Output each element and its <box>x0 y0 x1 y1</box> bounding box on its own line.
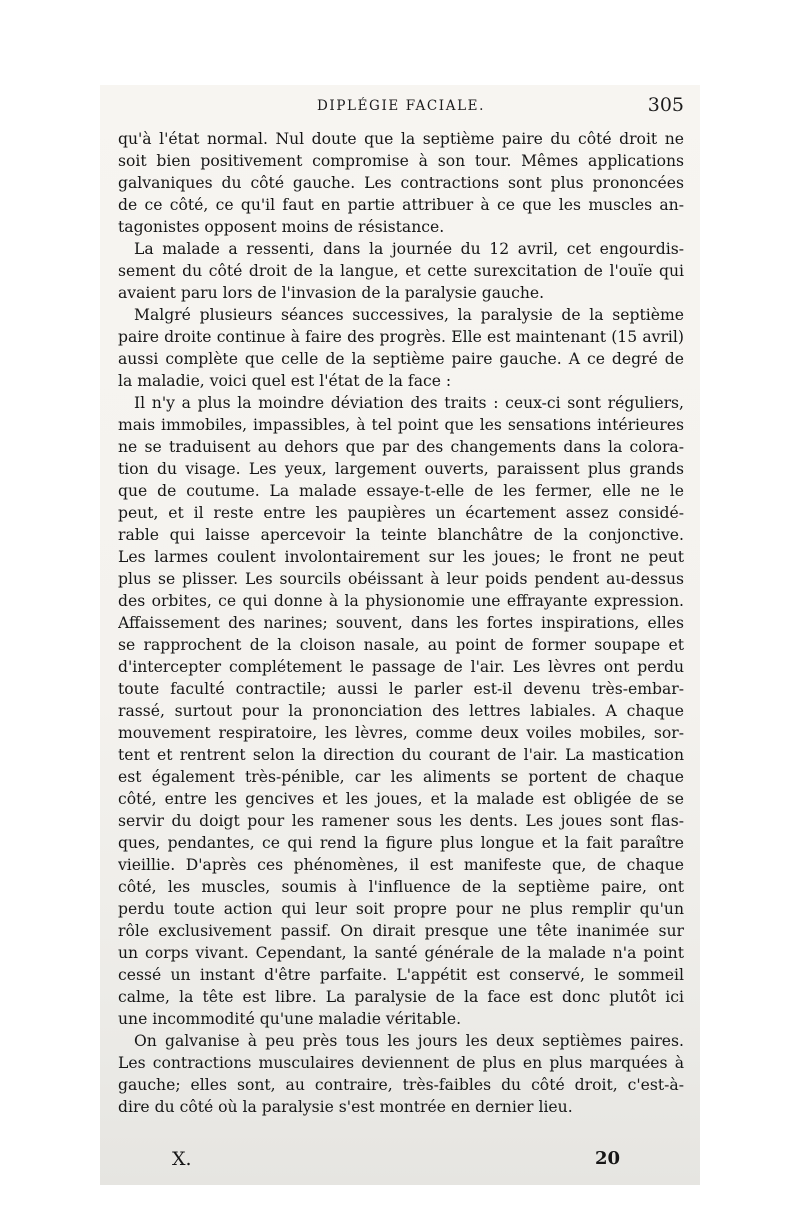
text-line: se rapprochent de la cloison nasale, au point de former soupape et <box>118 636 684 654</box>
page-footer <box>118 1146 684 1176</box>
paragraph <box>118 304 684 392</box>
text-line: une incommodité qu'une maladie véritable. <box>118 1010 462 1028</box>
text-line: paire droite continue à faire des progrès. Elle est maintenant (15 avril) <box>118 328 684 346</box>
text-line: tion du visage. Les yeux, largement ouverts, paraissent plus grands <box>118 460 684 478</box>
text-line: servir du doigt pour les ramener sous les dents. Les joues sont flas- <box>118 812 684 830</box>
running-title: DIPLÉGIE FACIALE. <box>317 98 485 114</box>
text-line: Les larmes coulent involontairement sur les joues; le front ne peut <box>118 548 684 566</box>
text-line: vieillie. D'après ces phénomènes, il est manifeste que, de chaque <box>118 856 684 874</box>
text-line: tagonistes opposent moins de résistance. <box>118 218 445 236</box>
text-line: est également très-pénible, car les aliments se portent de chaque <box>118 768 684 786</box>
paragraph <box>118 238 684 304</box>
text-line: toute faculté contractile; aussi le parler est-il devenu très-embar- <box>118 680 684 698</box>
text-line: cessé un instant d'être parfaite. L'appétit est conservé, le sommeil <box>118 966 684 984</box>
text-line: aussi complète que celle de la septième paire gauche. A ce degré de <box>118 350 684 368</box>
text-line: La malade a ressenti, dans la journée du 12 avril, cet engourdis- <box>134 240 684 258</box>
text-line: soit bien positivement compromise à son tour. Mêmes applications <box>118 152 684 170</box>
text-line: que de coutume. La malade essaye-t-elle de les fermer, elle ne le <box>118 482 684 500</box>
text-line: peut, et il reste entre les paupières un écartement assez considé- <box>118 504 684 522</box>
text-line: gauche; elles sont, au contraire, très-faibles du côté droit, c'est-à- <box>118 1076 684 1094</box>
paragraph <box>118 128 684 238</box>
text-line: ques, pendantes, ce qui rend la figure plus longue et la fait paraître <box>118 834 684 852</box>
running-header <box>118 94 684 122</box>
signature-mark: X. <box>172 1148 192 1170</box>
text-line: rable qui laisse apercevoir la teinte blanchâtre de la conjonctive. <box>118 526 684 544</box>
text-line: perdu toute action qui leur soit propre pour ne plus remplir qu'un <box>118 900 684 918</box>
paragraph <box>118 392 684 1030</box>
text-line: Malgré plusieurs séances successives, la paralysie de la septième <box>134 306 684 324</box>
text-line: Les contractions musculaires deviennent de plus en plus marquées à <box>118 1054 684 1072</box>
text-line: côté, les muscles, soumis à l'influence de la septième paire, ont <box>118 878 684 896</box>
text-line: de ce côté, ce qu'il faut en partie attribuer à ce que les muscles an- <box>118 196 684 214</box>
text-line: ne se traduisent au dehors que par des changements dans la colora- <box>118 438 684 456</box>
text-line: sement du côté droit de la langue, et cette surexcitation de l'ouïe qui <box>118 262 684 280</box>
text-line: dire du côté où la paralysie s'est montrée en dernier lieu. <box>118 1098 573 1116</box>
text-line: calme, la tête est libre. La paralysie de la face est donc plutôt ici <box>118 988 684 1006</box>
page-number: 305 <box>647 94 684 116</box>
text-line: Il n'y a plus la moindre déviation des traits : ceux-ci sont réguliers, <box>134 394 684 412</box>
text-line: tent et rentrent selon la direction du courant de l'air. La mastication <box>118 746 684 764</box>
text-line: qu'à l'état normal. Nul doute que la septième paire du côté droit ne <box>118 130 684 148</box>
folio-number: 20 <box>594 1148 620 1169</box>
paragraph <box>118 1030 684 1118</box>
text-line: un corps vivant. Cependant, la santé générale de la malade n'a point <box>118 944 684 962</box>
text-line: des orbites, ce qui donne à la physionomie une effrayante expression. <box>118 592 684 610</box>
body-text <box>118 128 684 1118</box>
text-line: avaient paru lors de l'invasion de la paralysie gauche. <box>118 284 545 302</box>
text-line: d'intercepter complétement le passage de l'air. Les lèvres ont perdu <box>118 658 684 676</box>
text-line: côté, entre les gencives et les joues, et la malade est obligée de se <box>118 790 684 808</box>
text-line: rassé, surtout pour la prononciation des lettres labiales. A chaque <box>118 702 684 720</box>
text-line: plus se plisser. Les sourcils obéissant à leur poids pendent au-dessus <box>118 570 684 588</box>
text-line: la maladie, voici quel est l'état de la face : <box>118 372 452 390</box>
text-line: On galvanise à peu près tous les jours les deux septièmes paires. <box>134 1032 684 1050</box>
text-line: rôle exclusivement passif. On dirait presque une tête inanimée sur <box>118 922 684 940</box>
text-line: galvaniques du côté gauche. Les contractions sont plus prononcées <box>118 174 684 192</box>
text-line: mais immobiles, impassibles, à tel point que les sensations intérieures <box>118 416 684 434</box>
text-line: Affaissement des narines; souvent, dans les fortes inspirations, elles <box>118 614 684 632</box>
text-line: mouvement respiratoire, les lèvres, comme deux voiles mobiles, sor- <box>118 724 684 742</box>
